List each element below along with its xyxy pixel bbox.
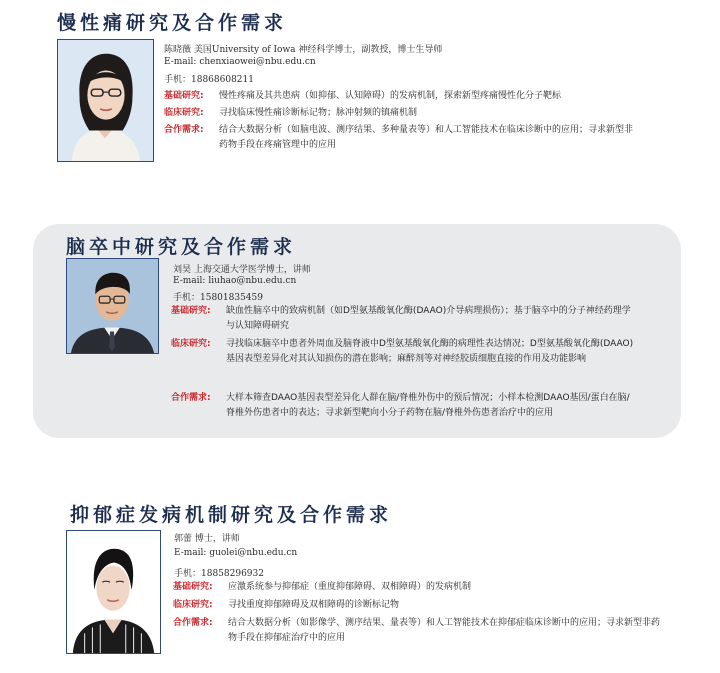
row-label: 基础研究: xyxy=(171,306,211,316)
researcher-name-line: 刘昊 上海交通大学医学博士，讲师 xyxy=(173,265,311,275)
portrait-photo-liu xyxy=(66,258,159,354)
portrait-photo-chen xyxy=(57,39,154,162)
row-text: 寻找临床慢性痛诊断标记物；脉冲射频的镇痛机制 xyxy=(219,108,418,118)
section-title-depression: 抑郁症发病机制研究及合作需求 xyxy=(70,504,393,526)
researcher-email[interactable]: E-mail: liuhao@nbu.edu.cn xyxy=(173,276,297,286)
research-row xyxy=(173,580,663,595)
row-label: 临床研究: xyxy=(171,339,211,349)
section-title-stroke: 脑卒中研究及合作需求 xyxy=(66,236,297,258)
research-row xyxy=(164,123,634,153)
row-text: 结合大数据分析（如脑电波、测序结果、多种量表等）和人工智能技术在临床诊断中的应用；寻求新型非药物手段在疼痛管理中的应用 xyxy=(219,125,634,150)
research-row xyxy=(164,89,634,104)
row-label: 合作需求: xyxy=(173,618,213,628)
researcher-email[interactable]: E-mail: guolei@nbu.edu.cn xyxy=(174,548,298,558)
row-text: 寻找重度抑郁障碍及双相障碍的诊断标记物 xyxy=(228,600,400,610)
section-title-chronic-pain: 慢性痛研究及合作需求 xyxy=(57,12,288,34)
row-text: 结合大数据分析（如影像学、测序结果、量表等）和人工智能技术在抑郁症临床诊断中的应用；寻求新型非药物手段在抑郁症治疗中的应用 xyxy=(228,618,661,643)
row-label: 临床研究: xyxy=(164,108,204,118)
researcher-email[interactable]: E-mail: chenxiaowei@nbu.edu.cn xyxy=(164,57,316,67)
row-text: 缺血性脑卒中的致病机制（如D型氨基酸氧化酶(DAAO)介导病理损伤）；基于脑卒中的分子神经药理学与认知障碍研究 xyxy=(226,306,631,331)
row-label: 基础研究: xyxy=(164,91,204,101)
row-label: 临床研究: xyxy=(173,600,213,610)
row-label: 合作需求: xyxy=(171,393,211,403)
research-row xyxy=(171,304,637,334)
row-label: 合作需求: xyxy=(164,125,204,135)
researcher-name-line: 郭蕾 博士，讲师 xyxy=(174,534,240,544)
research-row xyxy=(173,598,663,613)
row-label: 基础研究: xyxy=(173,582,213,592)
research-row xyxy=(171,337,637,382)
row-text: 大样本筛查DAAO基因表型差异化人群在脑/脊椎外伤中的预后情况；小样本检测DAAO基因/蛋白在脑/脊椎外伤患者中的表达；寻求新型靶向小分子药物在脑/脊椎外伤患者治疗中的应用 xyxy=(226,393,630,418)
researcher-phone: 手机：15801835459 xyxy=(173,293,263,303)
research-row xyxy=(173,616,663,646)
researcher-phone: 手机：18858296932 xyxy=(174,569,264,579)
row-text: 应激系统参与抑郁症（重度抑郁障碍、双相障碍）的发病机制 xyxy=(228,582,472,592)
researcher-name-line: 陈晓薇 美国University of Iowa 神经科学博士，副教授，博士生导师 xyxy=(164,45,443,55)
row-text: 寻找临床脑卒中患者外周血及脑脊液中D型氨基酸氧化酶的病理性表达情况；D型氨基酸氧化酶(DAAO)基因表型差异化对其认知损伤的潜在影响；麻醉剂等对神经胶质细胞直接的作用及功能影响 xyxy=(226,339,634,364)
row-text: 慢性疼痛及其共患病（如抑郁、认知障碍）的发病机制，探索新型疼痛慢性化分子靶标 xyxy=(219,91,562,101)
research-row xyxy=(164,106,634,121)
portrait-photo-guo xyxy=(66,530,161,654)
researcher-phone: 手机：18868608211 xyxy=(164,75,254,85)
research-row xyxy=(171,391,637,436)
